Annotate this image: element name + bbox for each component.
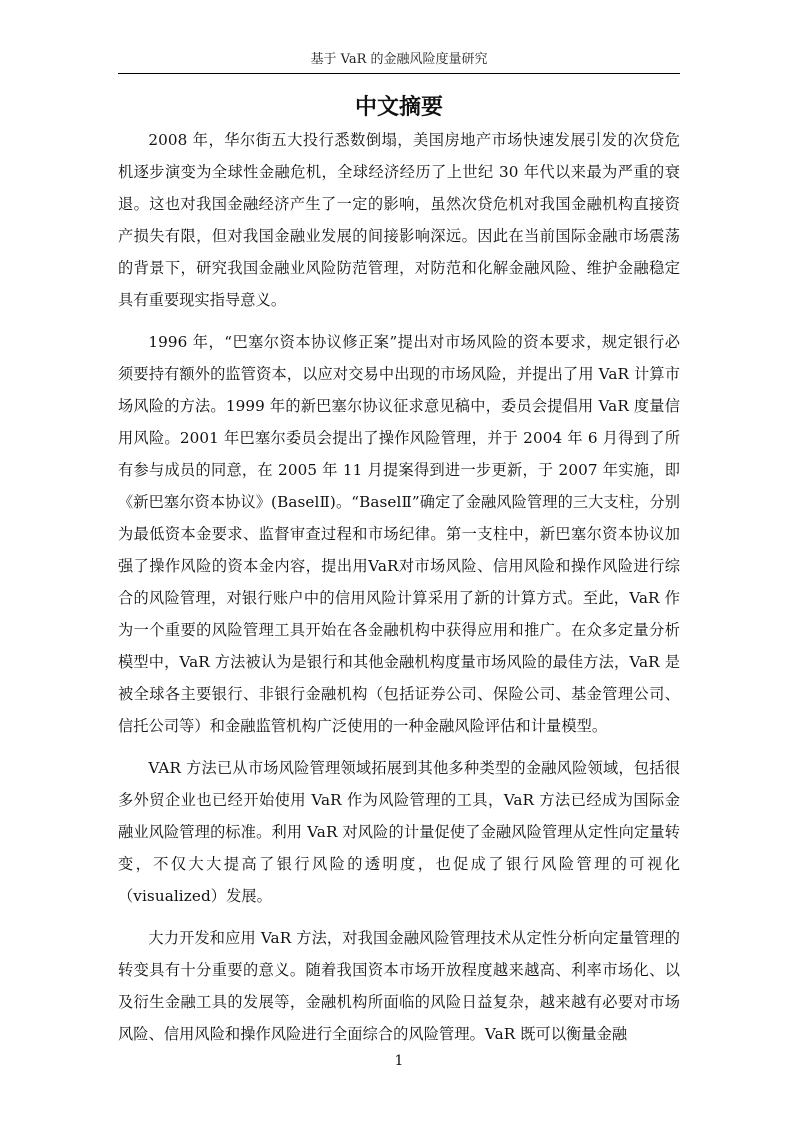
page-title: 中文摘要 [354, 94, 443, 120]
abstract-body [118, 124, 680, 1060]
paragraph-2: 1996 年，“巴塞尔资本协议修正案”提出对市场风险的资本要求，规定银行必须要持有额外的监管资本，以应对交易中出现的市场风险，并提出了用 VaR 计算市场风险的方法。1999 年的新巴塞尔协议征求意见稿中，委员会提倡用 VaR 度量信用风险。2001 年巴塞尔委员会提出了操作风险管理，并于 2004 年 6 月得到了所有参与成员的同意，在 2005 年 11 月提案得到进一步更新，于 2007 年实施，即《新巴塞尔资本协议》(BaselⅡ)。“BaselⅡ”确定了金融风险管理的三大支柱，分别为最低资本金要求、监督审查过程和市场纪律。第一支柱中，新巴塞尔资本协议加强了操作风险的资本金内容，提出用VaR对市场风险、信用风险和操作风险进行综合的风险管理，对银行账户中的信用风险计算采用了新的计算方式。至此，VaR 作为一个重要的风险管理工具开始在各金融机构中获得应用和推广。在众多定量分析模型中，VaR 方法被认为是银行和其他金融机构度量市场风险的最佳方法，VaR 是被全球各主要银行、非银行金融机构（包括证券公司、保险公司、基金管理公司、信托公司等）和金融监管机构广泛使用的一种金融风险评估和计量模型。 [118, 333, 680, 735]
paragraph-3: VAR 方法已从市场风险管理领域拓展到其他多种类型的金融风险领域，包括很多外贸企业也已经开始使用 VaR 作为风险管理的工具，VaR 方法已经成为国际金融业风险管理的标准。利用 VaR 对风险的计量促使了金融风险管理从定性向定量转变，不仅大大提高了银行风险的透明度，也促成了银行风险管理的可视化（visualized）发展。 [118, 759, 680, 905]
page-number: 1 [394, 1053, 404, 1069]
paragraph-1: 2008 年，华尔街五大投行悉数倒塌，美国房地产市场快速发展引发的次贷危机逐步演变为全球性金融危机，全球经济经历了上世纪 30 年代以来最为严重的衰退。这也对我国金融经济产生了一定的影响，虽然次贷危机对我国金融机构直接资产损失有限，但对我国金融业发展的间接影响深远。因此在当前国际金融市场震荡的背景下，研究我国金融业风险防范管理，对防范和化解金融风险、维护金融稳定具有重要现实指导意义。 [118, 131, 680, 309]
header-divider [118, 73, 680, 74]
running-header: 基于 VaR 的金融风险度量研究 [310, 52, 488, 67]
paragraph-4: 大力开发和应用 VaR 方法，对我国金融风险管理技术从定性分析向定量管理的转变具有十分重要的意义。随着我国资本市场开放程度越来越高、利率市场化、以及衍生金融工具的发展等，金融机构所面临的风险日益复杂，越来越有必要对市场风险、信用风险和操作风险进行全面综合的风险管理。VaR 既可以衡量金融 [118, 929, 680, 1043]
